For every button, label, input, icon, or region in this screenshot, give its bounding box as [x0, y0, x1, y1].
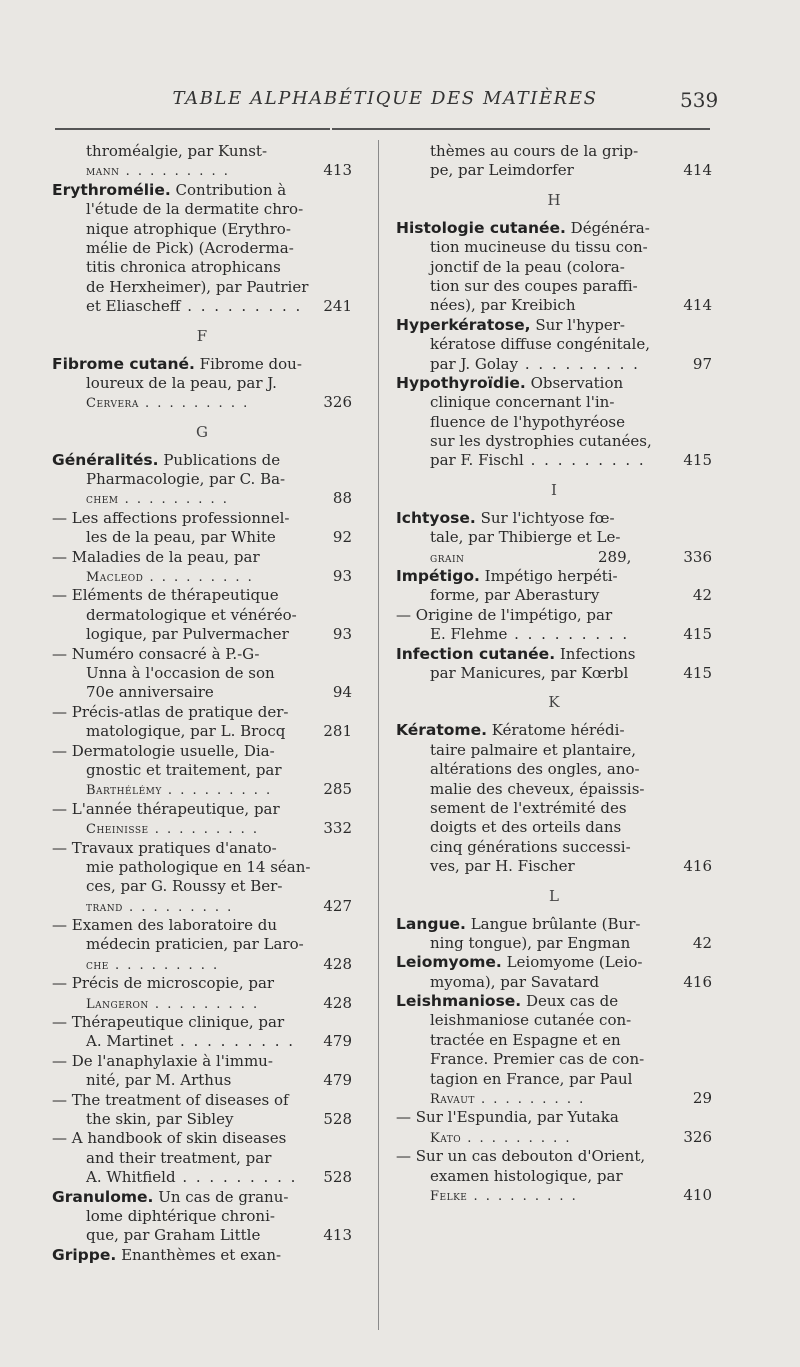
index-line: et Eliascheff . . . 241 — [52, 297, 352, 316]
page-number: 539 — [680, 88, 719, 112]
page-ref: 528 — [323, 1109, 352, 1128]
section-letter-i: I — [551, 480, 557, 499]
index-line: — Origine de l'impétigo, par — [396, 605, 613, 624]
index-line: Barthélémy . . . 285 — [52, 780, 352, 799]
index-entry-head: Leishmaniose. Deux cas de — [396, 992, 619, 1011]
index-line: matologique, par L. Brocq 281 — [86, 722, 352, 741]
index-line: nique atrophique (Erythro- — [86, 219, 291, 238]
index-line: mélie de Pick) (Acroderma- — [86, 238, 294, 257]
index-line: titis chronica atrophicans — [86, 258, 281, 277]
index-line: gnostic et traitement, par — [86, 760, 282, 779]
index-line: de Herxheimer), par Pautrier — [86, 277, 309, 296]
index-line: — Les affections professionnel- — [52, 508, 290, 527]
index-line: — L'année thérapeutique, par — [52, 799, 280, 818]
index-line: Felke . . . 410 — [396, 1186, 712, 1205]
page-ref: 42 — [692, 933, 712, 952]
index-line: par F. Fischl . . . 415 — [396, 451, 712, 470]
index-line: Pharmacologie, par C. Ba- — [86, 470, 286, 489]
index-line: and their treatment, par — [86, 1148, 272, 1167]
index-line: que, par Graham Little 413 — [86, 1226, 352, 1245]
running-title: TABLE ALPHABÉTIQUE DES MATIÈRES — [172, 88, 598, 109]
index-entry-head: Hypothyroïdie. Observation — [396, 373, 624, 392]
page-ref: 428 — [323, 993, 352, 1012]
page-ref: 428 — [323, 954, 352, 973]
section-letter-g: G — [196, 422, 208, 441]
index-entry-head: Généralités. Publications de — [52, 450, 281, 469]
page-ref: 414 — [683, 161, 712, 180]
index-line: — Sur l'Espundia, par Yutaka — [396, 1108, 619, 1127]
index-entry-head: Kératome. Kératome hérédi- — [396, 721, 625, 740]
index-line: les de la peau, par White 92 — [86, 528, 352, 547]
index-entry-head: Fibrome cutané. Fibrome dou- — [52, 354, 302, 373]
index-line: grain 289, 336 — [430, 547, 712, 566]
index-line: che . . . 428 — [52, 955, 352, 974]
index-line: chem . . . 88 — [52, 489, 352, 508]
index-line: 70e anniversaire 94 — [86, 683, 352, 702]
index-line: trand . . . 427 — [52, 897, 352, 916]
page-ref: 413 — [323, 161, 352, 180]
page-ref: 93 — [332, 567, 352, 586]
index-line: Cheinisse . . . 332 — [52, 819, 352, 838]
header-rule-left — [55, 128, 330, 130]
page-ref: 88 — [332, 489, 352, 508]
page-ref: 528 — [323, 1168, 352, 1187]
index-line: A. Martinet . . . 479 — [52, 1032, 352, 1051]
index-line: — Précis-atlas de pratique der- — [52, 702, 289, 721]
index-line: — Maladies de la peau, par — [52, 547, 260, 566]
index-entry-head: Hyperkératose, Sur l'hyper- — [396, 315, 625, 334]
page-ref: 415 — [683, 451, 712, 470]
index-line: jonctif de la peau (colora- — [430, 257, 625, 276]
running-head — [0, 88, 800, 120]
index-line: tion sur des coupes paraffi- — [430, 276, 638, 295]
page-ref: 415 — [683, 663, 712, 682]
page-ref: 281 — [323, 722, 352, 741]
page-ref: 326 — [323, 393, 352, 412]
index-line: lome diphtérique chroni- — [86, 1206, 275, 1225]
index-line: médecin praticien, par Laro- — [86, 935, 304, 954]
left-column — [52, 142, 352, 1265]
index-line: pe, par Leimdorfer 414 — [430, 161, 712, 180]
index-line: clinique concernant l'in- — [430, 393, 615, 412]
index-line: forme, par Aberastury 42 — [430, 586, 712, 605]
index-line: l'étude de la dermatite chro- — [86, 200, 304, 219]
right-column — [396, 142, 712, 1205]
index-line: — Examen des laboratoire du — [52, 916, 278, 935]
section-letter-f: F — [196, 326, 208, 345]
index-line: — Thérapeutique clinique, par — [52, 1013, 285, 1032]
index-entry-head: Leiomyome. Leiomyome (Leio- — [396, 953, 643, 972]
index-line: sement de l'extrémité des — [430, 798, 627, 817]
index-line: par Manicures, par Kœrbl 415 — [430, 663, 712, 682]
index-line: altérations des ongles, ano- — [430, 760, 640, 779]
page-ref: 42 — [692, 586, 712, 605]
page-ref: 29 — [692, 1089, 712, 1108]
page-ref: 285 — [323, 780, 352, 799]
index-line: nité, par M. Arthus 479 — [86, 1071, 352, 1090]
index-line: ning tongue), par Engman 42 — [430, 933, 712, 952]
page-ref: 289, — [598, 547, 632, 566]
index-entry-head: Langue. Langue brûlante (Bur- — [396, 914, 641, 933]
index-line: tion mucineuse du tissu con- — [430, 238, 648, 257]
index-line: throméalgie, par Kunst- — [86, 142, 268, 160]
page-ref: 427 — [323, 896, 352, 915]
index-line: fluence de l'hypothyréose — [430, 412, 625, 431]
index-line: — The treatment of diseases of — [52, 1090, 289, 1109]
header-rule-right — [332, 128, 710, 130]
page-ref: 241 — [323, 297, 352, 316]
index-line: tale, par Thibierge et Le- — [430, 528, 621, 547]
page-ref: 93 — [332, 625, 352, 644]
index-line: France. Premier cas de con- — [430, 1050, 645, 1069]
index-entry-head: Erythromélie. Contribution à — [52, 180, 287, 199]
page-ref: 416 — [683, 972, 712, 991]
index-line: Macleod . . . 93 — [52, 567, 352, 586]
index-line: — Dermatologie usuelle, Dia- — [52, 741, 275, 760]
page-ref: 326 — [683, 1127, 712, 1146]
section-letter-h: H — [547, 190, 561, 209]
index-entry-head: Histologie cutanée. Dégénéra- — [396, 218, 650, 237]
index-line: — Numéro consacré à P.-G- — [52, 644, 260, 663]
index-line: — A handbook of skin diseases — [52, 1129, 287, 1148]
index-entry-head: Grippe. Enanthèmes et exan- — [52, 1245, 282, 1264]
page-ref: 414 — [683, 296, 712, 315]
page-ref: 336 — [683, 547, 712, 566]
index-line: mann . . . 413 — [52, 161, 352, 180]
index-line: logique, par Pulvermacher 93 — [86, 625, 352, 644]
index-line: sur les dystrophies cutanées, — [430, 432, 652, 451]
index-line: examen histologique, par — [430, 1166, 623, 1185]
index-line: — De l'anaphylaxie à l'immu- — [52, 1051, 273, 1070]
index-entry-head: Infection cutanée. Infections — [396, 644, 636, 663]
index-entry-head: Impétigo. Impétigo herpéti- — [396, 567, 618, 586]
index-line: tagion en France, par Paul — [430, 1069, 633, 1088]
index-line: loureux de la peau, par J. — [86, 373, 277, 392]
index-line: dermatologique et vénéréo- — [86, 605, 297, 624]
index-line: Kato . . . 326 — [396, 1128, 712, 1147]
index-line: taire palmaire et plantaire, — [430, 740, 636, 759]
index-line: malie des cheveux, épaissis- — [430, 779, 645, 798]
section-letter-k: K — [548, 693, 560, 712]
index-line: Unna à l'occasion de son — [86, 663, 275, 682]
page-ref: 410 — [683, 1185, 712, 1204]
section-letter-l: L — [549, 886, 559, 905]
index-line: E. Flehme . . . 415 — [396, 625, 712, 644]
index-line: kératose diffuse congénitale, — [430, 335, 650, 354]
index-line: mie pathologique en 14 séan- — [86, 857, 311, 876]
page-ref: 332 — [323, 819, 352, 838]
index-line: A. Whitfield . . . 528 — [52, 1168, 352, 1187]
page-ref: 415 — [683, 625, 712, 644]
index-line: cinq générations successi- — [430, 837, 631, 856]
page-ref: 97 — [692, 354, 712, 373]
index-line: tractée en Espagne et en — [430, 1030, 621, 1049]
page-ref: 416 — [683, 857, 712, 876]
page-ref: 413 — [323, 1226, 352, 1245]
index-line: nées), par Kreibich 414 — [430, 296, 712, 315]
index-line: — Travaux pratiques d'anato- — [52, 838, 277, 857]
index-line: ces, par G. Roussy et Ber- — [86, 877, 283, 896]
page-ref: 479 — [323, 1032, 352, 1051]
column-divider — [378, 140, 379, 1330]
index-line: Cervera . . . 326 — [52, 393, 352, 412]
page-ref: 94 — [332, 683, 352, 702]
index-line: thèmes au cours de la grip- — [430, 142, 639, 160]
page-ref: 479 — [323, 1071, 352, 1090]
page-ref: 92 — [332, 528, 352, 547]
index-line: par J. Golay . . . 97 — [396, 355, 712, 374]
index-line: leishmaniose cutanée con- — [430, 1011, 632, 1030]
index-line: — Sur un cas debouton d'Orient, — [396, 1147, 646, 1166]
index-line: — Eléments de thérapeutique — [52, 586, 279, 605]
index-line: doigts et des orteils dans — [430, 818, 622, 837]
index-line: — Précis de microscopie, par — [52, 974, 275, 993]
index-line: Langeron . . . 428 — [52, 994, 352, 1013]
index-line: the skin, par Sibley 528 — [86, 1109, 352, 1128]
index-line: ves, par H. Fischer 416 — [430, 857, 712, 876]
index-line: myoma), par Savatard 416 — [430, 972, 712, 991]
index-entry-head: Granulome. Un cas de granu- — [52, 1187, 289, 1206]
index-entry-head: Ichtyose. Sur l'ichtyose fœ- — [396, 508, 615, 527]
index-line: Ravaut . . . 29 — [396, 1089, 712, 1108]
